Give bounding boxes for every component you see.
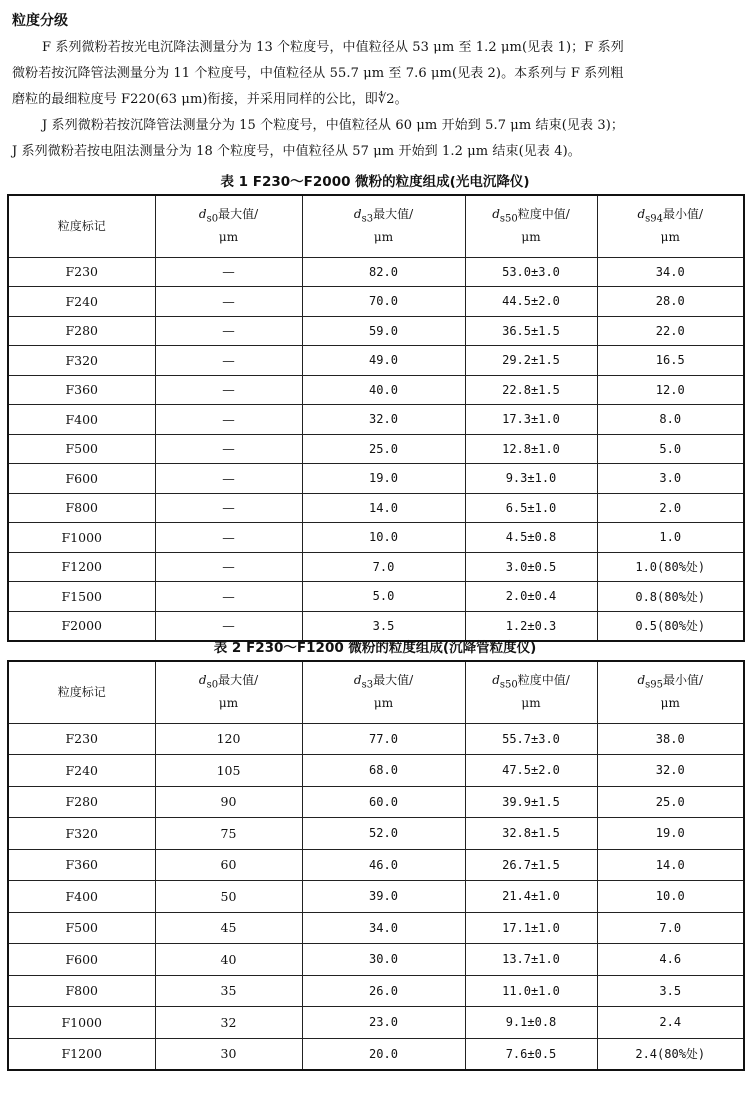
grit-designation-cell: F280 bbox=[8, 316, 155, 346]
symbol-subscript: s0 bbox=[206, 679, 219, 691]
grit-designation-cell: F240 bbox=[8, 755, 155, 787]
value-cell: 7.0 bbox=[597, 912, 744, 944]
header-label: 最大值/ bbox=[373, 207, 414, 222]
value-cell: 70.0 bbox=[302, 287, 465, 317]
table-row bbox=[8, 434, 744, 464]
table1-header-2 bbox=[302, 195, 465, 257]
header-unit: μm bbox=[373, 696, 394, 711]
symbol-subscript: s3 bbox=[361, 213, 374, 225]
table-row bbox=[8, 582, 744, 612]
grit-designation-cell: F500 bbox=[8, 434, 155, 464]
symbol-subscript: s50 bbox=[499, 213, 518, 225]
value-cell: — bbox=[155, 552, 302, 582]
header-label: 最大值/ bbox=[373, 673, 414, 688]
value-cell: 1.0(80%处) bbox=[597, 552, 744, 582]
header-unit: μm bbox=[660, 696, 680, 711]
table1-header-1 bbox=[155, 195, 302, 257]
grit-designation-cell: F400 bbox=[8, 881, 155, 913]
header-label: 最小值/ bbox=[663, 207, 704, 222]
symbol-subscript: s0 bbox=[206, 213, 219, 225]
grit-designation-cell: F1000 bbox=[8, 1007, 155, 1039]
table-row bbox=[8, 552, 744, 582]
table1-header-4 bbox=[597, 195, 744, 257]
value-cell: 14.0 bbox=[597, 849, 744, 881]
value-cell: 21.4±1.0 bbox=[465, 881, 597, 913]
table-row bbox=[8, 881, 744, 913]
value-cell: 45 bbox=[155, 912, 302, 944]
grit-designation-cell: F240 bbox=[8, 287, 155, 317]
value-cell: 22.8±1.5 bbox=[465, 375, 597, 405]
symbol-d: d bbox=[637, 673, 646, 688]
table-row bbox=[8, 1007, 744, 1039]
table-row bbox=[8, 786, 744, 818]
value-cell: 34.0 bbox=[302, 912, 465, 944]
symbol-subscript: s3 bbox=[361, 679, 374, 691]
table-row bbox=[8, 912, 744, 944]
value-cell: 52.0 bbox=[302, 818, 465, 850]
value-cell: 3.0±0.5 bbox=[465, 552, 597, 582]
value-cell: 23.0 bbox=[302, 1007, 465, 1039]
value-cell: 55.7±3.0 bbox=[465, 723, 597, 755]
table-row bbox=[8, 975, 744, 1007]
table2-header-row bbox=[8, 661, 744, 723]
value-cell: 44.5±2.0 bbox=[465, 287, 597, 317]
table-row bbox=[8, 944, 744, 976]
value-cell: 12.0 bbox=[597, 375, 744, 405]
value-cell: 4.5±0.8 bbox=[465, 523, 597, 553]
value-cell: 49.0 bbox=[302, 346, 465, 376]
value-cell: 3.5 bbox=[302, 611, 465, 641]
table1-header-row bbox=[8, 195, 744, 257]
table-row bbox=[8, 818, 744, 850]
value-cell: 28.0 bbox=[597, 287, 744, 317]
table-row bbox=[8, 316, 744, 346]
value-cell: — bbox=[155, 346, 302, 376]
header-unit: μm bbox=[218, 230, 239, 245]
value-cell: 59.0 bbox=[302, 316, 465, 346]
value-cell: 12.8±1.0 bbox=[465, 434, 597, 464]
value-cell: 11.0±1.0 bbox=[465, 975, 597, 1007]
grit-designation-cell: F800 bbox=[8, 493, 155, 523]
value-cell: — bbox=[155, 316, 302, 346]
value-cell: 10.0 bbox=[597, 881, 744, 913]
value-cell: 25.0 bbox=[597, 786, 744, 818]
value-cell: — bbox=[155, 257, 302, 287]
value-cell: 35 bbox=[155, 975, 302, 1007]
value-cell: — bbox=[155, 582, 302, 612]
header-label: 粒度中值/ bbox=[517, 207, 570, 222]
table-row bbox=[8, 723, 744, 755]
value-cell: — bbox=[155, 464, 302, 494]
header-label: 最小值/ bbox=[663, 673, 704, 688]
section-heading: 粒度分级 bbox=[12, 13, 68, 29]
table1-header-3 bbox=[465, 195, 597, 257]
value-cell: 1.0 bbox=[597, 523, 744, 553]
value-cell: 34.0 bbox=[597, 257, 744, 287]
value-cell: 39.9±1.5 bbox=[465, 786, 597, 818]
value-cell: 8.0 bbox=[597, 405, 744, 435]
value-cell: 105 bbox=[155, 755, 302, 787]
value-cell: 4.6 bbox=[597, 944, 744, 976]
table1 bbox=[7, 194, 745, 642]
table-row bbox=[8, 755, 744, 787]
grit-designation-cell: F800 bbox=[8, 975, 155, 1007]
grit-designation-cell: F320 bbox=[8, 346, 155, 376]
value-cell: 6.5±1.0 bbox=[465, 493, 597, 523]
value-cell: — bbox=[155, 434, 302, 464]
header-label: 粒度中值/ bbox=[517, 673, 570, 688]
value-cell: 1.2±0.3 bbox=[465, 611, 597, 641]
paragraph-line-5: J 系列微粉若按电阻法测量分为 18 个粒度号，中值粒径从 57 μm 开始到 1.2 μm 结束(见表 4)。 bbox=[12, 144, 581, 159]
grit-designation-cell: F320 bbox=[8, 818, 155, 850]
value-cell: 60 bbox=[155, 849, 302, 881]
grit-designation-cell: F400 bbox=[8, 405, 155, 435]
value-cell: 38.0 bbox=[597, 723, 744, 755]
value-cell: 2.4 bbox=[597, 1007, 744, 1039]
value-cell: 68.0 bbox=[302, 755, 465, 787]
table-row bbox=[8, 1038, 744, 1070]
grit-designation-cell: F600 bbox=[8, 944, 155, 976]
symbol-d: d bbox=[637, 207, 646, 222]
value-cell: 30 bbox=[155, 1038, 302, 1070]
value-cell: 2.0±0.4 bbox=[465, 582, 597, 612]
grit-designation-cell: F280 bbox=[8, 786, 155, 818]
value-cell: — bbox=[155, 405, 302, 435]
symbol-subscript: s95 bbox=[645, 679, 663, 691]
grit-designation-cell: F230 bbox=[8, 257, 155, 287]
value-cell: 60.0 bbox=[302, 786, 465, 818]
value-cell: 90 bbox=[155, 786, 302, 818]
symbol-d: d bbox=[353, 207, 362, 222]
header-label: 最大值/ bbox=[218, 207, 259, 222]
value-cell: 10.0 bbox=[302, 523, 465, 553]
grit-designation-cell: F1200 bbox=[8, 1038, 155, 1070]
symbol-d: d bbox=[492, 207, 500, 222]
value-cell: 5.0 bbox=[597, 434, 744, 464]
grit-designation-cell: F1000 bbox=[8, 523, 155, 553]
value-cell: 32 bbox=[155, 1007, 302, 1039]
paragraph-line-4: J 系列微粉若按沉降管法测量分为 15 个粒度号，中值粒径从 60 μm 开始到 5.7 μm 结束(见表 3)； bbox=[42, 118, 624, 133]
header-unit: μm bbox=[660, 230, 680, 245]
value-cell: 36.5±1.5 bbox=[465, 316, 597, 346]
symbol-subscript: s94 bbox=[645, 213, 663, 225]
value-cell: 17.1±1.0 bbox=[465, 912, 597, 944]
value-cell: 9.1±0.8 bbox=[465, 1007, 597, 1039]
grit-designation-cell: F1200 bbox=[8, 552, 155, 582]
value-cell: 75 bbox=[155, 818, 302, 850]
value-cell: — bbox=[155, 523, 302, 553]
value-cell: 13.7±1.0 bbox=[465, 944, 597, 976]
value-cell: 7.0 bbox=[302, 552, 465, 582]
value-cell: 40 bbox=[155, 944, 302, 976]
value-cell: 46.0 bbox=[302, 849, 465, 881]
value-cell: 0.8(80%处) bbox=[597, 582, 744, 612]
value-cell: 29.2±1.5 bbox=[465, 346, 597, 376]
value-cell: — bbox=[155, 611, 302, 641]
table2 bbox=[7, 660, 745, 1071]
grit-designation-cell: F2000 bbox=[8, 611, 155, 641]
table-row bbox=[8, 405, 744, 435]
symbol-d: d bbox=[198, 207, 207, 222]
value-cell: 77.0 bbox=[302, 723, 465, 755]
value-cell: 14.0 bbox=[302, 493, 465, 523]
value-cell: 7.6±0.5 bbox=[465, 1038, 597, 1070]
paragraph-line-3: 磨粒的最细粒度号 F220(63 μm)衔接，并采用同样的公比，即∜2。 bbox=[12, 92, 408, 107]
symbol-d: d bbox=[198, 673, 207, 688]
table-row bbox=[8, 346, 744, 376]
value-cell: — bbox=[155, 493, 302, 523]
value-cell: 120 bbox=[155, 723, 302, 755]
header-label: 最大值/ bbox=[218, 673, 259, 688]
value-cell: 17.3±1.0 bbox=[465, 405, 597, 435]
table1-header-0: 粒度标记 bbox=[8, 195, 155, 257]
table-row bbox=[8, 523, 744, 553]
grit-designation-cell: F360 bbox=[8, 849, 155, 881]
grit-designation-cell: F1500 bbox=[8, 582, 155, 612]
value-cell: 0.5(80%处) bbox=[597, 611, 744, 641]
value-cell: 5.0 bbox=[302, 582, 465, 612]
value-cell: 3.5 bbox=[597, 975, 744, 1007]
paragraph-line-1: F 系列微粉若按光电沉降法测量分为 13 个粒度号，中值粒径从 53 μm 至 1.2 μm(见表 1)；F 系列 bbox=[42, 40, 624, 55]
value-cell: 16.5 bbox=[597, 346, 744, 376]
value-cell: — bbox=[155, 287, 302, 317]
grit-designation-cell: F500 bbox=[8, 912, 155, 944]
grit-designation-cell: F360 bbox=[8, 375, 155, 405]
table2-caption: 表 2 F230～F1200 微粉的粒度组成(沉降管粒度仪) bbox=[213, 640, 537, 656]
header-unit: μm bbox=[373, 230, 394, 245]
paragraph-line-2: 微粉若按沉降管法测量分为 11 个粒度号，中值粒径从 55.7 μm 至 7.6 μm(见表 2)。本系列与 F 系列粗 bbox=[12, 66, 624, 81]
value-cell: 25.0 bbox=[302, 434, 465, 464]
header-unit: μm bbox=[521, 696, 541, 711]
value-cell: 82.0 bbox=[302, 257, 465, 287]
table1-caption: 表 1 F230～F2000 微粉的粒度组成(光电沉降仪) bbox=[220, 174, 530, 190]
value-cell: 30.0 bbox=[302, 944, 465, 976]
table-row bbox=[8, 849, 744, 881]
table-row bbox=[8, 375, 744, 405]
value-cell: 19.0 bbox=[302, 464, 465, 494]
value-cell: 39.0 bbox=[302, 881, 465, 913]
value-cell: 50 bbox=[155, 881, 302, 913]
symbol-subscript: s50 bbox=[499, 679, 518, 691]
value-cell: 32.0 bbox=[302, 405, 465, 435]
table2-header-4 bbox=[597, 661, 744, 723]
value-cell: 20.0 bbox=[302, 1038, 465, 1070]
grit-designation-cell: F230 bbox=[8, 723, 155, 755]
value-cell: 2.0 bbox=[597, 493, 744, 523]
value-cell: 32.8±1.5 bbox=[465, 818, 597, 850]
header-unit: μm bbox=[218, 696, 239, 711]
value-cell: 47.5±2.0 bbox=[465, 755, 597, 787]
table-row bbox=[8, 287, 744, 317]
table2-header-3 bbox=[465, 661, 597, 723]
grit-designation-cell: F600 bbox=[8, 464, 155, 494]
value-cell: 3.0 bbox=[597, 464, 744, 494]
table2-header-0: 粒度标记 bbox=[8, 661, 155, 723]
header-unit: μm bbox=[521, 230, 541, 245]
value-cell: 9.3±1.0 bbox=[465, 464, 597, 494]
value-cell: 32.0 bbox=[597, 755, 744, 787]
value-cell: 22.0 bbox=[597, 316, 744, 346]
table-row bbox=[8, 257, 744, 287]
table2-header-2 bbox=[302, 661, 465, 723]
table-row bbox=[8, 493, 744, 523]
value-cell: 19.0 bbox=[597, 818, 744, 850]
value-cell: 53.0±3.0 bbox=[465, 257, 597, 287]
table2-header-1 bbox=[155, 661, 302, 723]
value-cell: — bbox=[155, 375, 302, 405]
table-row bbox=[8, 464, 744, 494]
value-cell: 2.4(80%处) bbox=[597, 1038, 744, 1070]
symbol-d: d bbox=[353, 673, 362, 688]
symbol-d: d bbox=[492, 673, 500, 688]
value-cell: 40.0 bbox=[302, 375, 465, 405]
value-cell: 26.7±1.5 bbox=[465, 849, 597, 881]
value-cell: 26.0 bbox=[302, 975, 465, 1007]
